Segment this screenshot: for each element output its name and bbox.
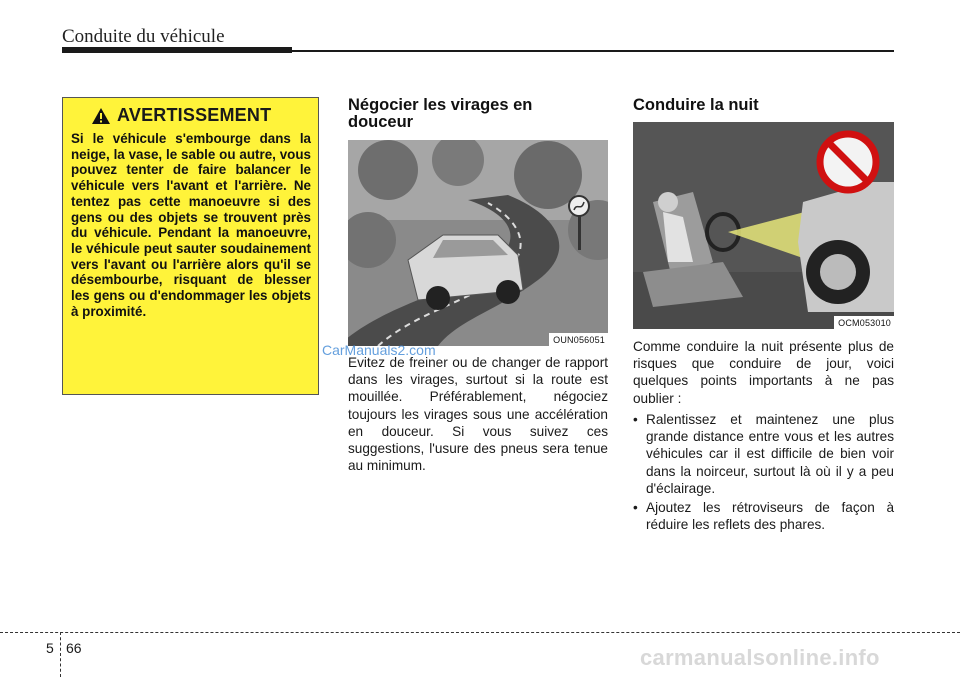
night-bullet-2: [633, 499, 894, 533]
footer-page-number: 66: [66, 640, 82, 656]
night-intro-paragraph: Comme conduire la nuit présente plus de risques que conduire de jour, voici quelques points importants à ne pas oublier :: [633, 339, 894, 406]
watermark-carmanualsonline: carmanualsonline.info: [640, 645, 880, 670]
night-bullet-1: [633, 411, 894, 497]
curves-paragraph: Evitez de freiner ou de changer de rapport dans les virages, surtout si la route est mouillée. Préférablement, négociez toujours les virages sous une accélération en douceur. Si vous suivez ces suggestions, l'usure des pneus sera tenue au minimum.: [348, 355, 608, 474]
section-title-curves: Négocier les virages en douceur: [348, 96, 533, 131]
night-bullet-2-text: Ajoutez les rétroviseurs de façon à réduire les reflets des phares.: [646, 500, 894, 533]
watermark-carmanuals2: CarManuals2.com: [322, 342, 436, 358]
car-on-winding-road-illustration: [348, 140, 608, 346]
warning-box: [62, 97, 319, 395]
figure-code-curves: OUN056051: [549, 333, 608, 346]
warning-triangle-icon: [91, 107, 111, 125]
header-rule-thin: [292, 50, 894, 52]
footer-rule: [0, 632, 960, 633]
footer-section-number: 5: [46, 640, 54, 656]
header-rule-thick: [62, 47, 292, 53]
night-bullet-1-text: Ralentissez et maintenez une plus grande distance entre vous et les autres véhicules car il est difficile de bien voir dans la noirceur, surtout là où il y a peu d'éclairage.: [646, 412, 894, 496]
figure-code-night: OCM053010: [834, 316, 894, 329]
bullet-dot: •: [633, 500, 638, 515]
warning-text: Si le véhicule s'embourge dans la neige, la vase, le sable ou autre, vous pouvez tenter de faire balancer le véhicule vers l'avant et l'arrière. Ne tentez pas cette manoeuvre si des gens ou des objets se trouvent près du véhicule. Pendant la manoeuvre, le véhicule peut sauter soudainement vers l'avant ou l'arrière alors qu'il se désembourbe, risquant de blesser les gens ou d'endommager les objets à proximité.: [71, 131, 311, 319]
section-title-night: Conduire la nuit: [633, 96, 759, 114]
figure-car-curves: [348, 140, 608, 346]
warning-header: [91, 105, 311, 126]
night-driving-illustration: [633, 122, 894, 329]
footer-separator: [60, 632, 61, 677]
figure-night-driving: [633, 122, 894, 329]
warning-title: AVERTISSEMENT: [117, 105, 272, 125]
bullet-dot: •: [633, 412, 638, 427]
page-header-title: Conduite du véhicule: [62, 26, 225, 47]
